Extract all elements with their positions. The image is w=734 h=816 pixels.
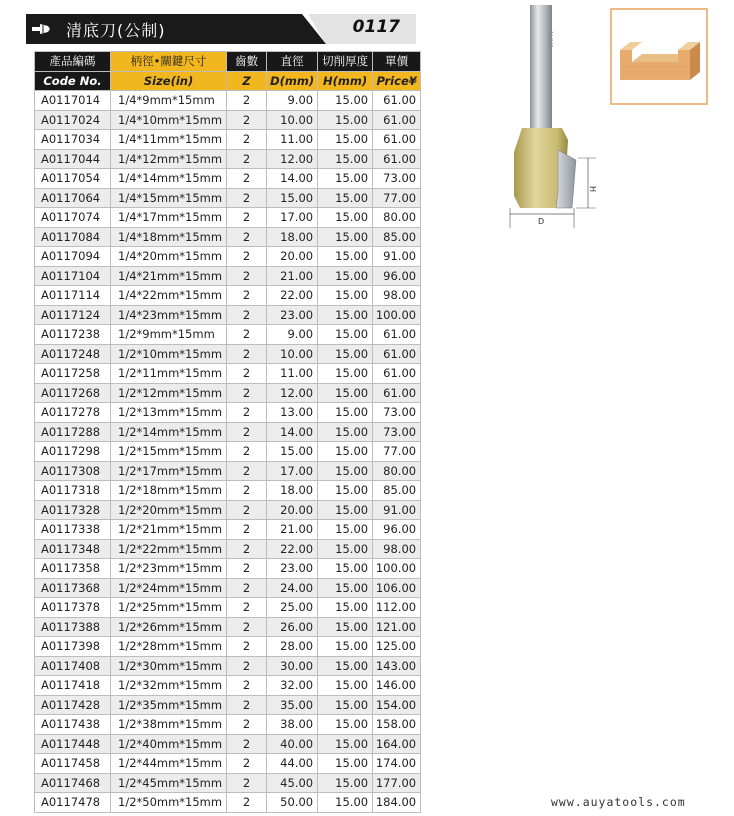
cell-height: 15.00: [318, 715, 373, 735]
cell-size: 1/2*22mm*15mm: [111, 539, 227, 559]
cell-diameter: 17.00: [267, 461, 318, 481]
cell-z: 2: [227, 773, 267, 793]
cell-diameter: 24.00: [267, 578, 318, 598]
table-row: [35, 344, 421, 364]
cell-price: 80.00: [373, 461, 421, 481]
header-h-cn: 切削厚度: [318, 52, 373, 72]
cell-z: 2: [227, 247, 267, 267]
cell-z: 2: [227, 461, 267, 481]
cell-height: 15.00: [318, 247, 373, 267]
cell-size: 1/2*15mm*15mm: [111, 442, 227, 462]
cell-size: 1/2*45mm*15mm: [111, 773, 227, 793]
cell-size: 1/4*20mm*15mm: [111, 247, 227, 267]
cell-z: 2: [227, 344, 267, 364]
cell-z: 2: [227, 734, 267, 754]
table-row: [35, 227, 421, 247]
table-row: [35, 754, 421, 774]
table-row: [35, 91, 421, 111]
cell-code: A0117104: [35, 266, 111, 286]
cell-size: 1/2*20mm*15mm: [111, 500, 227, 520]
cell-price: 77.00: [373, 188, 421, 208]
cell-z: 2: [227, 637, 267, 657]
cell-diameter: 40.00: [267, 734, 318, 754]
cell-diameter: 38.00: [267, 715, 318, 735]
cell-size: 1/4*11mm*15mm: [111, 130, 227, 150]
header-h-en: H(mm): [318, 71, 373, 91]
cell-z: 2: [227, 520, 267, 540]
cell-price: 146.00: [373, 676, 421, 696]
spec-table-body: [35, 91, 421, 813]
table-row: [35, 266, 421, 286]
cell-size: 1/4*22mm*15mm: [111, 286, 227, 306]
cell-height: 15.00: [318, 344, 373, 364]
cell-z: 2: [227, 227, 267, 247]
table-row: [35, 442, 421, 462]
cell-z: 2: [227, 149, 267, 169]
table-row: [35, 520, 421, 540]
cell-diameter: 21.00: [267, 266, 318, 286]
cell-code: A0117278: [35, 403, 111, 423]
cell-code: A0117094: [35, 247, 111, 267]
header-row-en: [35, 71, 421, 91]
cell-height: 15.00: [318, 754, 373, 774]
cell-size: 1/2*17mm*15mm: [111, 461, 227, 481]
cell-diameter: 13.00: [267, 403, 318, 423]
banner-title: 清底刀(公制): [66, 21, 166, 40]
cell-size: 1/2*18mm*15mm: [111, 481, 227, 501]
table-row: [35, 286, 421, 306]
header-z-en: Z: [227, 71, 267, 91]
table-row: [35, 461, 421, 481]
cell-code: A0117318: [35, 481, 111, 501]
table-row: [35, 130, 421, 150]
cell-price: 98.00: [373, 286, 421, 306]
header-code-en: Code No.: [35, 71, 111, 91]
cell-z: 2: [227, 656, 267, 676]
table-row: [35, 422, 421, 442]
cell-z: 2: [227, 539, 267, 559]
cell-price: 143.00: [373, 656, 421, 676]
cell-height: 15.00: [318, 676, 373, 696]
table-row: [35, 481, 421, 501]
cell-height: 15.00: [318, 656, 373, 676]
cell-height: 15.00: [318, 578, 373, 598]
cell-diameter: 9.00: [267, 325, 318, 345]
cell-price: 184.00: [373, 793, 421, 813]
cell-price: 177.00: [373, 773, 421, 793]
cell-height: 15.00: [318, 559, 373, 579]
title-banner: [26, 14, 416, 44]
cell-code: A0117308: [35, 461, 111, 481]
cell-code: A0117438: [35, 715, 111, 735]
cell-price: 61.00: [373, 364, 421, 384]
cell-price: 96.00: [373, 266, 421, 286]
cell-code: A0117408: [35, 656, 111, 676]
cell-size: 1/4*15mm*15mm: [111, 188, 227, 208]
table-row: [35, 578, 421, 598]
cell-diameter: 35.00: [267, 695, 318, 715]
cell-code: A0117298: [35, 442, 111, 462]
cell-price: 164.00: [373, 734, 421, 754]
cell-code: A0117248: [35, 344, 111, 364]
cell-diameter: 21.00: [267, 520, 318, 540]
cell-code: A0117238: [35, 325, 111, 345]
cell-height: 15.00: [318, 305, 373, 325]
cell-diameter: 12.00: [267, 383, 318, 403]
cell-height: 15.00: [318, 130, 373, 150]
cell-height: 15.00: [318, 208, 373, 228]
cell-code: A0117258: [35, 364, 111, 384]
cell-z: 2: [227, 598, 267, 618]
cell-z: 2: [227, 793, 267, 813]
cell-diameter: 18.00: [267, 227, 318, 247]
cell-code: A0117338: [35, 520, 111, 540]
cell-size: 1/2*28mm*15mm: [111, 637, 227, 657]
cell-height: 15.00: [318, 383, 373, 403]
header-d-cn: 直徑: [267, 52, 318, 72]
cell-size: 1/4*14mm*15mm: [111, 169, 227, 189]
cell-z: 2: [227, 266, 267, 286]
cell-z: 2: [227, 325, 267, 345]
cell-diameter: 15.00: [267, 188, 318, 208]
cell-z: 2: [227, 188, 267, 208]
cell-code: A0117418: [35, 676, 111, 696]
cell-diameter: 20.00: [267, 500, 318, 520]
cell-size: 1/2*11mm*15mm: [111, 364, 227, 384]
cell-z: 2: [227, 364, 267, 384]
cell-diameter: 14.00: [267, 422, 318, 442]
cell-size: 1/2*50mm*15mm: [111, 793, 227, 813]
cell-price: 73.00: [373, 169, 421, 189]
cell-z: 2: [227, 305, 267, 325]
cell-z: 2: [227, 422, 267, 442]
cell-code: A0117084: [35, 227, 111, 247]
cell-code: A0117024: [35, 110, 111, 130]
cell-price: 91.00: [373, 500, 421, 520]
cell-height: 15.00: [318, 481, 373, 501]
cell-code: A0117064: [35, 188, 111, 208]
table-row: [35, 676, 421, 696]
cell-code: A0117124: [35, 305, 111, 325]
cell-diameter: 15.00: [267, 442, 318, 462]
spec-table: [34, 51, 421, 813]
table-row: [35, 247, 421, 267]
cell-size: 1/4*12mm*15mm: [111, 149, 227, 169]
cell-price: 80.00: [373, 208, 421, 228]
cell-price: 121.00: [373, 617, 421, 637]
cell-z: 2: [227, 110, 267, 130]
cell-size: 1/2*35mm*15mm: [111, 695, 227, 715]
cell-diameter: 50.00: [267, 793, 318, 813]
cell-price: 158.00: [373, 715, 421, 735]
cell-code: A0117448: [35, 734, 111, 754]
cell-code: A0117268: [35, 383, 111, 403]
cell-z: 2: [227, 286, 267, 306]
header-row-cn: [35, 52, 421, 72]
cell-diameter: 32.00: [267, 676, 318, 696]
cell-height: 15.00: [318, 286, 373, 306]
cell-price: 98.00: [373, 539, 421, 559]
cell-size: 1/2*30mm*15mm: [111, 656, 227, 676]
cell-size: 1/4*10mm*15mm: [111, 110, 227, 130]
cell-diameter: 14.00: [267, 169, 318, 189]
cell-z: 2: [227, 403, 267, 423]
cell-size: 1/4*9mm*15mm: [111, 91, 227, 111]
cell-diameter: 12.00: [267, 149, 318, 169]
cell-code: A0117014: [35, 91, 111, 111]
cell-z: 2: [227, 676, 267, 696]
cell-diameter: 9.00: [267, 91, 318, 111]
header-size-cn: 柄徑•關鍵尺寸: [111, 52, 227, 72]
table-row: [35, 208, 421, 228]
table-row: [35, 403, 421, 423]
cell-diameter: 22.00: [267, 286, 318, 306]
cell-height: 15.00: [318, 91, 373, 111]
cell-height: 15.00: [318, 266, 373, 286]
cell-size: 1/2*38mm*15mm: [111, 715, 227, 735]
shank-brand-text: AUYA: [546, 30, 554, 49]
cell-height: 15.00: [318, 539, 373, 559]
cell-size: 1/2*23mm*15mm: [111, 559, 227, 579]
router-bit-icon: [31, 19, 51, 39]
table-row: [35, 305, 421, 325]
cell-z: 2: [227, 442, 267, 462]
cell-size: 1/2*26mm*15mm: [111, 617, 227, 637]
cell-code: A0117378: [35, 598, 111, 618]
cell-price: 85.00: [373, 227, 421, 247]
cell-price: 61.00: [373, 91, 421, 111]
h-label: H: [588, 186, 597, 193]
table-row: [35, 734, 421, 754]
footer-url[interactable]: www.auyatools.com: [551, 795, 686, 809]
cell-height: 15.00: [318, 637, 373, 657]
header-price-en: Price¥: [373, 71, 421, 91]
table-row: [35, 773, 421, 793]
cell-z: 2: [227, 715, 267, 735]
cell-size: 1/4*17mm*15mm: [111, 208, 227, 228]
cell-height: 15.00: [318, 403, 373, 423]
cell-z: 2: [227, 383, 267, 403]
table-row: [35, 364, 421, 384]
cell-code: A0117034: [35, 130, 111, 150]
router-bit-diagram: [500, 0, 610, 235]
cell-height: 15.00: [318, 773, 373, 793]
cell-price: 100.00: [373, 559, 421, 579]
cell-z: 2: [227, 130, 267, 150]
cell-price: 61.00: [373, 130, 421, 150]
table-row: [35, 169, 421, 189]
cell-code: A0117114: [35, 286, 111, 306]
cell-size: 1/2*40mm*15mm: [111, 734, 227, 754]
cell-height: 15.00: [318, 227, 373, 247]
cell-diameter: 23.00: [267, 305, 318, 325]
cell-price: 96.00: [373, 520, 421, 540]
cell-diameter: 44.00: [267, 754, 318, 774]
cell-height: 15.00: [318, 110, 373, 130]
cell-z: 2: [227, 559, 267, 579]
cell-height: 15.00: [318, 149, 373, 169]
cell-size: 1/2*9mm*15mm: [111, 325, 227, 345]
cut-profile-illustration: [610, 8, 708, 105]
table-row: [35, 637, 421, 657]
cell-size: 1/2*13mm*15mm: [111, 403, 227, 423]
header-z-cn: 齒數: [227, 52, 267, 72]
cell-price: 125.00: [373, 637, 421, 657]
cell-code: A0117398: [35, 637, 111, 657]
table-row: [35, 695, 421, 715]
table-row: [35, 539, 421, 559]
cell-size: 1/2*12mm*15mm: [111, 383, 227, 403]
cell-code: A0117328: [35, 500, 111, 520]
bit-shank: [530, 5, 552, 130]
cell-code: A0117478: [35, 793, 111, 813]
cell-height: 15.00: [318, 617, 373, 637]
cell-height: 15.00: [318, 520, 373, 540]
banner-code: 0117: [352, 17, 400, 37]
cell-code: A0117348: [35, 539, 111, 559]
cell-z: 2: [227, 169, 267, 189]
cell-height: 15.00: [318, 169, 373, 189]
cell-price: 174.00: [373, 754, 421, 774]
table-row: [35, 559, 421, 579]
cell-code: A0117388: [35, 617, 111, 637]
cell-price: 73.00: [373, 422, 421, 442]
cell-code: A0117458: [35, 754, 111, 774]
cell-height: 15.00: [318, 461, 373, 481]
cell-code: A0117428: [35, 695, 111, 715]
cell-size: 1/2*24mm*15mm: [111, 578, 227, 598]
table-row: [35, 383, 421, 403]
cell-code: A0117358: [35, 559, 111, 579]
cell-height: 15.00: [318, 422, 373, 442]
cell-height: 15.00: [318, 325, 373, 345]
table-row: [35, 656, 421, 676]
table-row: [35, 149, 421, 169]
cell-z: 2: [227, 91, 267, 111]
cell-diameter: 22.00: [267, 539, 318, 559]
table-row: [35, 793, 421, 813]
cell-height: 15.00: [318, 442, 373, 462]
header-code-cn: 產品編碼: [35, 52, 111, 72]
cell-height: 15.00: [318, 500, 373, 520]
cell-height: 15.00: [318, 364, 373, 384]
cell-diameter: 45.00: [267, 773, 318, 793]
cell-height: 15.00: [318, 188, 373, 208]
cell-height: 15.00: [318, 793, 373, 813]
cell-size: 1/2*32mm*15mm: [111, 676, 227, 696]
d-label: D: [538, 217, 545, 226]
cell-height: 15.00: [318, 598, 373, 618]
bit-blade: [556, 150, 576, 208]
cell-diameter: 17.00: [267, 208, 318, 228]
cell-size: 1/2*21mm*15mm: [111, 520, 227, 540]
table-row: [35, 598, 421, 618]
cell-diameter: 20.00: [267, 247, 318, 267]
header-d-en: D(mm): [267, 71, 318, 91]
cell-price: 106.00: [373, 578, 421, 598]
cell-diameter: 18.00: [267, 481, 318, 501]
cell-z: 2: [227, 500, 267, 520]
cell-price: 100.00: [373, 305, 421, 325]
cell-price: 61.00: [373, 383, 421, 403]
cell-price: 112.00: [373, 598, 421, 618]
cell-size: 1/4*21mm*15mm: [111, 266, 227, 286]
cell-price: 91.00: [373, 247, 421, 267]
cell-z: 2: [227, 617, 267, 637]
header-price-cn: 單價: [373, 52, 421, 72]
cell-z: 2: [227, 481, 267, 501]
cell-diameter: 23.00: [267, 559, 318, 579]
cell-z: 2: [227, 695, 267, 715]
table-row: [35, 617, 421, 637]
table-row: [35, 715, 421, 735]
cell-price: 77.00: [373, 442, 421, 462]
cell-z: 2: [227, 578, 267, 598]
cell-code: A0117288: [35, 422, 111, 442]
cell-height: 15.00: [318, 695, 373, 715]
cell-diameter: 10.00: [267, 110, 318, 130]
cell-z: 2: [227, 754, 267, 774]
cell-code: A0117074: [35, 208, 111, 228]
cell-height: 15.00: [318, 734, 373, 754]
cell-code: A0117468: [35, 773, 111, 793]
cell-diameter: 10.00: [267, 344, 318, 364]
table-row: [35, 110, 421, 130]
cell-size: 1/2*10mm*15mm: [111, 344, 227, 364]
cell-price: 85.00: [373, 481, 421, 501]
cell-code: A0117368: [35, 578, 111, 598]
cell-code: A0117054: [35, 169, 111, 189]
cell-diameter: 11.00: [267, 130, 318, 150]
cell-size: 1/2*44mm*15mm: [111, 754, 227, 774]
table-row: [35, 500, 421, 520]
table-row: [35, 325, 421, 345]
cell-size: 1/2*25mm*15mm: [111, 598, 227, 618]
cell-price: 61.00: [373, 110, 421, 130]
cell-diameter: 26.00: [267, 617, 318, 637]
cell-size: 1/2*14mm*15mm: [111, 422, 227, 442]
cell-price: 73.00: [373, 403, 421, 423]
cell-z: 2: [227, 208, 267, 228]
cell-price: 61.00: [373, 149, 421, 169]
header-size-en: Size(in): [111, 71, 227, 91]
cell-diameter: 30.00: [267, 656, 318, 676]
cell-size: 1/4*23mm*15mm: [111, 305, 227, 325]
cell-code: A0117044: [35, 149, 111, 169]
cell-diameter: 11.00: [267, 364, 318, 384]
table-row: [35, 188, 421, 208]
cell-size: 1/4*18mm*15mm: [111, 227, 227, 247]
cell-price: 61.00: [373, 344, 421, 364]
cell-diameter: 28.00: [267, 637, 318, 657]
cell-diameter: 25.00: [267, 598, 318, 618]
cell-price: 154.00: [373, 695, 421, 715]
cell-price: 61.00: [373, 325, 421, 345]
